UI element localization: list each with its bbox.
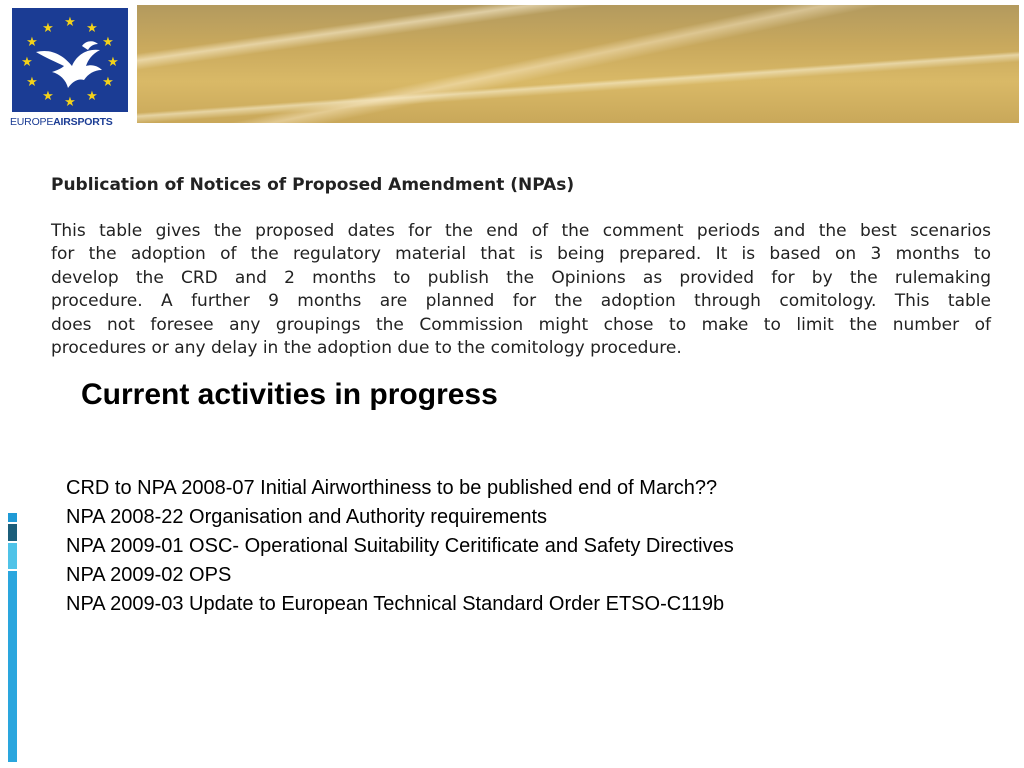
eu-flag-emblem	[12, 8, 128, 112]
svg-text:★: ★	[42, 21, 54, 36]
accent-bar-segment	[8, 571, 17, 762]
notice-line: This table gives the proposed dates for the end of the comment periods and the best scenarios	[51, 221, 991, 241]
notice-line: procedure. A further 9 months are planned for the adoption through comitology. This table	[51, 291, 991, 312]
notice-paragraph	[51, 220, 991, 360]
svg-text:★: ★	[64, 95, 76, 110]
accent-bar-segment	[8, 543, 17, 569]
svg-text:★: ★	[26, 35, 38, 50]
svg-text:★: ★	[64, 15, 76, 30]
activities-list	[66, 474, 734, 619]
activity-item: NPA 2009-03 Update to European Technical Standard Order ETSO-C119b	[66, 593, 725, 615]
svg-text:★: ★	[26, 75, 38, 90]
svg-text:★: ★	[102, 75, 114, 90]
section-heading: Current activities in progress	[81, 378, 498, 411]
svg-text:★: ★	[21, 55, 33, 70]
europe-airsports-logo	[8, 6, 132, 128]
notice-line: develop the CRD and 2 months to publish the Opinions as provided for by the rulemaking	[51, 267, 991, 288]
notice-line: does not foresee any groupings the Commission might chose to make to limit the number of	[51, 314, 991, 335]
notice-line: procedures or any delay in the adoption due to the comitology procedure.	[51, 338, 682, 359]
accent-bar-segment	[8, 513, 17, 522]
accent-bar-segment	[8, 524, 17, 541]
svg-text:★: ★	[102, 35, 114, 50]
activity-item: CRD to NPA 2008-07 Initial Airworthiness to be published end of March??	[66, 477, 718, 499]
logo-wordmark: EUROPEAIRSPORTS	[10, 116, 113, 128]
notice-title: Publication of Notices of Proposed Amendment (NPAs)	[51, 175, 575, 195]
eagle-with-stars-icon	[12, 8, 128, 112]
activity-item: NPA 2008-22 Organisation and Authority requirements	[66, 506, 548, 528]
sky-banner-image	[137, 5, 1019, 123]
svg-text:★: ★	[86, 21, 98, 36]
svg-text:★: ★	[42, 89, 54, 104]
notice-line: for the adoption of the regulatory material that is being prepared. It is based on 3 months to	[51, 244, 991, 265]
activity-item: NPA 2009-01 OSC- Operational Suitability Ceritificate and Safety Directives	[66, 535, 734, 557]
svg-text:★: ★	[107, 55, 119, 70]
svg-text:★: ★	[86, 89, 98, 104]
activity-item: NPA 2009-02 OPS	[66, 564, 232, 586]
